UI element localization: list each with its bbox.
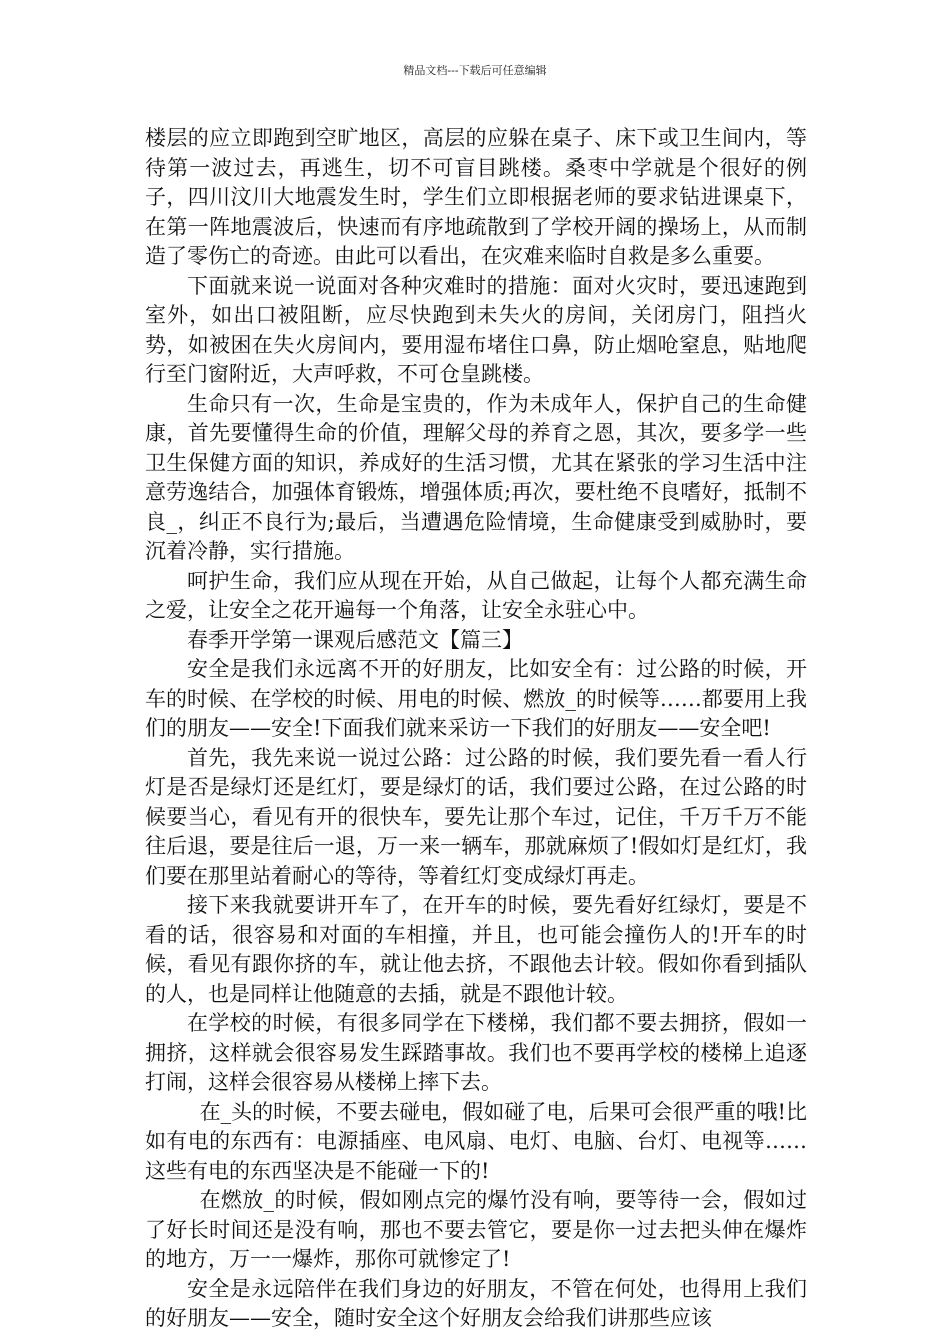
paragraph: 安全是我们永远离不开的好朋友，比如安全有：过公路的时候，开车的时候、在学校的时候、用电的时候、燃放_的时候等……都要用上我们的朋友——安全!下面我们就来采访一下我们的好朋友——安全吧! [145, 657, 807, 740]
paragraph: 接下来我就要讲开车了，在开车的时候，要先看好红绿灯，要是不看的话，很容易和对面的车相撞，并且，也可能会撞伤人的!开车的时候，看见有跟你挤的车，就让他去挤，不跟他去计较。假如你看到插队的人，也是同样让他随意的去插，就是不跟他计较。 [145, 893, 807, 1006]
paragraph: 生命只有一次，生命是宝贵的，作为未成年人，保护自己的生命健康，首先要懂得生命的价值，理解父母的养育之恩，其次，要多学一些卫生保健方面的知识，养成好的生活习惯，尤其在紧张的学习生活中注意劳逸结合，加强体育锻炼，增强体质;再次，要杜绝不良嗜好，抵制不良_，纠正不良行为;最后，当遭遇危险情境，生命健康受到威胁时，要沉着冷静，实行措施。 [145, 391, 807, 563]
page-header: 精品文档---下载后可任意编辑 [403, 64, 547, 77]
paragraph: 安全是永远陪伴在我们身边的好朋友，不管在何处，也得用上我们的好朋友——安全，随时安全这个好朋友会给我们讲那些应该 [145, 1276, 807, 1330]
paragraph: 首先，我先来说一说过公路：过公路的时候，我们要先看一看人行灯是否是绿灯还是红灯，要是绿灯的话，我们要过公路，在过公路的时候要当心，看见有开的很快车，要先让那个车过，记住，千万千万不能往后退，要是往后一退，万一来一辆车，那就麻烦了!假如灯是红灯，我们要在那里站着耐心的等待，等着红灯变成绿灯再走。 [145, 745, 807, 888]
paragraph: 在_头的时候，不要去碰电，假如碰了电，后果可会很严重的哦!比如有电的东西有：电源插座、电风扇、电灯、电脑、台灯、电视等……这些有电的东西坚决是不能碰一下的! [145, 1099, 807, 1183]
section-heading: 春季开学第一课观后感范文【篇三】 [187, 627, 523, 652]
paragraph: 下面就来说一说面对各种灾难时的措施：面对火灾时，要迅速跑到室外，如出口被阻断，应尽快跑到未失火的房间，关闭房门，阻挡火势，如被困在失火房间内，要用湿布堵住口鼻，防止烟呛窒息，贴地爬行至门窗附近，大声呼救，不可仓皇跳楼。 [145, 273, 807, 386]
paragraph: 在学校的时候，有很多同学在下楼梯，我们都不要去拥挤，假如一拥挤，这样就会很容易发生踩踏事故。我们也不要再学校的楼梯上追逐打闹，这样会很容易从楼梯上摔下去。 [145, 1011, 807, 1094]
paragraph: 楼层的应立即跑到空旷地区，高层的应躲在桌子、床下或卫生间内，等待第一波过去，再逃生，切不可盲目跳楼。桑枣中学就是个很好的例子，四川汶川大地震发生时，学生们立即根据老师的要求钻进课桌下，在第一阵地震波后，快速而有序地疏散到了学校开阔的操场上，从而制造了零伤亡的奇迹。由此可以看出，在灾难来临时自救是多么重要。 [145, 126, 807, 268]
paragraph: 在燃放_的时候，假如刚点完的爆竹没有响，要等待一会，假如过了好长时间还是没有响，那也不要去管它，要是你一过去把头伸在爆炸的地方，万一一爆炸，那你可就惨定了! [145, 1188, 807, 1271]
paragraph: 呵护生命，我们应从现在开始，从自己做起，让每个人都充满生命之爱，让安全之花开遍每一个角落，让安全永驻心中。 [145, 568, 807, 622]
document-body [145, 124, 807, 1334]
